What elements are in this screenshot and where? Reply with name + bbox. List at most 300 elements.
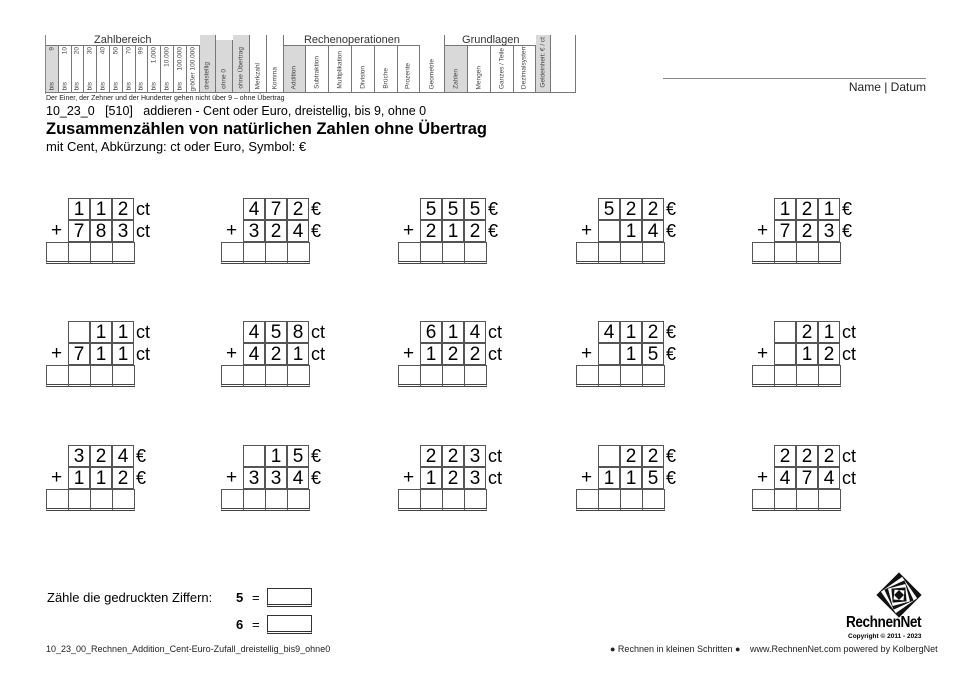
digit-cell-a: 2 [620, 198, 642, 220]
digit-cell-a: 2 [796, 321, 818, 343]
result-cell[interactable] [774, 365, 797, 387]
result-cell[interactable] [598, 489, 621, 511]
result-cell[interactable] [46, 242, 69, 264]
count-digit-6: 6 [236, 617, 244, 632]
zahlbereich-col-value: 10.000 [163, 47, 171, 67]
zahlbereich-col [161, 45, 174, 93]
result-cell[interactable] [642, 365, 665, 387]
result-cell[interactable] [243, 365, 266, 387]
digit-cell-a: 5 [464, 198, 486, 220]
zahlbereich-col-prefix: bis [86, 81, 94, 90]
zahlbereich-col-value: 50 [112, 47, 120, 55]
grundlagen-col-label: Mengen [475, 65, 483, 89]
digit-cell-b: 4 [642, 220, 664, 242]
digit-cell-a: 1 [818, 198, 840, 220]
digit-cell-a: 3 [68, 445, 90, 467]
zahlbereich-col [187, 45, 200, 93]
result-cell[interactable] [287, 365, 310, 387]
result-cell[interactable] [598, 242, 621, 264]
digit-cell-a: 4 [464, 321, 486, 343]
result-cell[interactable] [420, 242, 443, 264]
unit-label: € [311, 221, 322, 241]
digit-cell-b: 3 [243, 220, 265, 242]
result-cell[interactable] [221, 242, 244, 264]
unit-label: ct [842, 322, 857, 342]
digit-cell-a: 1 [112, 321, 134, 343]
result-cell[interactable] [620, 489, 643, 511]
option-col-label: Merkzahl [254, 62, 262, 89]
zahlbereich-col-value: 70 [125, 47, 133, 55]
name-datum-label: Name | Datum [848, 80, 926, 94]
digit-cell-b: 2 [796, 220, 818, 242]
plus-sign: + [581, 467, 593, 488]
result-cell[interactable] [774, 489, 797, 511]
rechenop-col-label: Addition [290, 65, 298, 89]
digit-cell-b: 2 [464, 220, 486, 242]
zahlbereich-col [72, 45, 85, 93]
grundlagen-col-label: Zahlen [452, 69, 460, 89]
digit-cell-a: 1 [620, 321, 642, 343]
digit-cell-a [774, 321, 796, 343]
unit-label: € [842, 221, 853, 241]
result-cell[interactable] [265, 365, 288, 387]
unit-label: ct [488, 468, 503, 488]
result-cell[interactable] [398, 489, 421, 511]
plus-sign: + [226, 343, 238, 364]
zahlbereich-col-prefix: bis [150, 81, 158, 90]
zahlbereich-col-prefix: bis [99, 81, 107, 90]
brand-name: RechnenNet [846, 614, 922, 631]
result-cell[interactable] [90, 365, 113, 387]
result-cell[interactable] [221, 365, 244, 387]
option-col [200, 35, 217, 93]
plus-sign: + [757, 467, 769, 488]
option-col [233, 35, 250, 93]
unit-label: € [666, 446, 677, 466]
zahlbereich-col-prefix: bis [176, 81, 184, 90]
grundlagen-col-label: Dezimalsystem [520, 44, 528, 89]
problem [46, 198, 176, 273]
result-cell[interactable] [265, 489, 288, 511]
footer-slogan: ● Rechnen in kleinen Schritten ● [610, 644, 741, 654]
zahlbereich-col [84, 45, 97, 93]
problem [398, 198, 528, 273]
plus-sign: + [403, 343, 415, 364]
unit-label: ct [136, 344, 151, 364]
result-cell[interactable] [442, 365, 465, 387]
unit-label: € [488, 199, 499, 219]
unit-label: ct [488, 322, 503, 342]
problem [576, 198, 706, 273]
result-cell[interactable] [620, 365, 643, 387]
result-cell[interactable] [90, 489, 113, 511]
result-cell[interactable] [112, 242, 135, 264]
digit-cell-a: 4 [598, 321, 620, 343]
result-cell[interactable] [620, 242, 643, 264]
rechenop-col [284, 45, 307, 93]
result-cell[interactable] [46, 489, 69, 511]
problem [46, 445, 176, 520]
unit-label: € [666, 199, 677, 219]
digit-cell-a: 1 [90, 198, 112, 220]
digit-cell-b [598, 343, 620, 365]
plus-sign: + [51, 220, 63, 241]
grundlagen-col [445, 45, 468, 93]
digit-cell-a: 2 [287, 198, 309, 220]
digit-cell-a: 5 [265, 321, 287, 343]
digit-cell-a: 2 [90, 445, 112, 467]
digit-cell-b: 7 [774, 220, 796, 242]
option-col-label: Komma [271, 66, 279, 89]
unit-label: ct [842, 468, 857, 488]
grundlagen-col [491, 45, 514, 93]
unit-label: € [666, 221, 677, 241]
digit-cell-b: 1 [442, 220, 464, 242]
unit-label: € [842, 199, 853, 219]
problem [221, 321, 351, 396]
unit-label: € [136, 446, 147, 466]
unit-label: ct [136, 221, 151, 241]
unit-label: ct [488, 344, 503, 364]
digit-cell-a [68, 321, 90, 343]
zahlbereich-col-prefix: bis [112, 81, 120, 90]
unit-label: € [136, 468, 147, 488]
result-cell[interactable] [46, 365, 69, 387]
digit-cell-a: 4 [243, 321, 265, 343]
digit-cell-a: 2 [796, 198, 818, 220]
zahlbereich-col-value: 9 [48, 47, 56, 51]
digit-cell-b [774, 343, 796, 365]
option-col [216, 40, 233, 93]
digit-cell-a: 5 [442, 198, 464, 220]
result-cell[interactable] [265, 242, 288, 264]
option-col [250, 35, 267, 93]
footer-filename: 10_23_00_Rechnen_Addition_Cent-Euro-Zufall_dreistellig_bis9_ohne0 [46, 644, 331, 654]
unit-label: € [311, 446, 322, 466]
code-line: 10_23_0 [510] addieren - Cent oder Euro, dreistellig, bis 9, ohne 0 [46, 104, 427, 118]
result-cell[interactable] [774, 242, 797, 264]
digit-cell-a: 2 [642, 321, 664, 343]
result-cell[interactable] [752, 365, 775, 387]
zahlbereich-col-prefix: bis [73, 81, 81, 90]
result-cell[interactable] [576, 365, 599, 387]
count-answer-6-box[interactable] [267, 615, 312, 634]
rechenop-col-label: Prozente [404, 62, 412, 89]
digit-cell-b: 2 [265, 220, 287, 242]
option-col [267, 35, 284, 93]
problem [752, 445, 882, 520]
count-answer-5-box[interactable] [267, 588, 312, 607]
unit-label: € [666, 468, 677, 488]
digit-cell-b: 8 [90, 220, 112, 242]
result-cell[interactable] [287, 489, 310, 511]
problem [221, 445, 351, 520]
zahlbereich-col-prefix: bis [48, 81, 56, 90]
unit-label: ct [842, 446, 857, 466]
result-cell[interactable] [68, 489, 91, 511]
result-cell[interactable] [464, 242, 487, 264]
count-eq-5: = [252, 590, 260, 605]
zahlbereich-col-prefix: bis [125, 81, 133, 90]
category-table [45, 34, 547, 94]
grundlagen-col [514, 45, 537, 93]
digit-cell-a: 1 [90, 321, 112, 343]
digit-cell-b: 4 [243, 343, 265, 365]
digit-cell-b: 1 [620, 343, 642, 365]
result-cell[interactable] [642, 489, 665, 511]
rechenop-col [306, 45, 329, 93]
unit-label: ct [842, 344, 857, 364]
result-cell[interactable] [818, 489, 841, 511]
result-cell[interactable] [287, 242, 310, 264]
geometrie-col [420, 35, 445, 93]
result-cell[interactable] [752, 242, 775, 264]
digit-cell-a: 5 [420, 198, 442, 220]
digit-cell-b: 2 [420, 220, 442, 242]
plus-sign: + [403, 220, 415, 241]
digit-cell-a: 1 [774, 198, 796, 220]
digit-cell-a: 6 [420, 321, 442, 343]
rechenop-col [398, 45, 421, 93]
zahlbereich-col-value: 40 [99, 47, 107, 55]
result-cell[interactable] [442, 242, 465, 264]
digit-cell-a: 2 [642, 198, 664, 220]
digit-cell-b: 1 [598, 467, 620, 489]
digit-cell-a: 2 [796, 445, 818, 467]
rechenop-col-label: Subtraktion [313, 56, 321, 89]
problem [752, 321, 882, 396]
digit-cell-b: 3 [265, 467, 287, 489]
problem [398, 445, 528, 520]
zahlbereich-col-value: 99 [137, 47, 145, 55]
option-col-label: ohne Übertrag [237, 47, 245, 89]
unit-label: ct [136, 322, 151, 342]
digit-cell-a: 4 [112, 445, 134, 467]
group-rechenoperationen: Rechenoperationen [284, 35, 421, 46]
page-subtitle: mit Cent, Abkürzung: ct oder Euro, Symbol: € [46, 139, 307, 154]
digit-cell-b: 5 [642, 343, 664, 365]
grundlagen-col [468, 45, 491, 93]
unit-label: € [666, 322, 677, 342]
digit-cell-b: 2 [442, 343, 464, 365]
unit-label: € [666, 344, 677, 364]
zahlbereich-col [148, 45, 161, 93]
zahlbereich-col [136, 45, 149, 93]
result-cell[interactable] [398, 242, 421, 264]
empty-col [551, 35, 576, 93]
zahlbereich-col [123, 45, 136, 93]
zahlbereich-col-value: 10 [61, 47, 69, 55]
digit-cell-a: 5 [287, 445, 309, 467]
digit-cell-a: 3 [464, 445, 486, 467]
unit-label: ct [311, 344, 326, 364]
digit-cell-b: 1 [68, 467, 90, 489]
result-cell[interactable] [464, 489, 487, 511]
group-zahlbereich: Zahlbereich [46, 35, 200, 46]
zahlbereich-col-prefix: bis [163, 81, 171, 90]
count-eq-6: = [252, 617, 260, 632]
hint-text: Der Einer, der Zehner und der Hunderter gehen nicht über 9 – ohne Übertrag [46, 95, 285, 102]
result-cell[interactable] [796, 365, 819, 387]
option-col-label: dreistellig [203, 61, 211, 89]
plus-sign: + [581, 343, 593, 364]
result-cell[interactable] [68, 242, 91, 264]
footer-site: www.RechnenNet.com powered by KolbergNet [750, 644, 938, 654]
digit-cell-b: 7 [68, 220, 90, 242]
digit-cell-b: 2 [442, 467, 464, 489]
result-cell[interactable] [112, 365, 135, 387]
digit-cell-a: 2 [442, 445, 464, 467]
geometrie-label: Geometrie [428, 58, 436, 89]
problem [576, 445, 706, 520]
result-cell[interactable] [112, 489, 135, 511]
digit-cell-b: 1 [90, 467, 112, 489]
digit-cell-b: 7 [796, 467, 818, 489]
digit-cell-b: 5 [642, 467, 664, 489]
result-cell[interactable] [398, 365, 421, 387]
digit-cell-b: 2 [112, 467, 134, 489]
plus-sign: + [757, 220, 769, 241]
plus-sign: + [757, 343, 769, 364]
digit-cell-a: 5 [598, 198, 620, 220]
result-cell[interactable] [752, 489, 775, 511]
rechenop-col-label: Multiplikation [336, 51, 344, 89]
plus-sign: + [226, 467, 238, 488]
digit-cell-b: 1 [90, 343, 112, 365]
zahlbereich-col-value: 20 [73, 47, 81, 55]
name-line [663, 78, 926, 79]
rechenop-col-label: Brüche [382, 68, 390, 89]
problem [752, 198, 882, 273]
rechenop-col [329, 45, 352, 93]
problem [398, 321, 528, 396]
result-cell[interactable] [243, 242, 266, 264]
digit-cell-b: 1 [112, 343, 134, 365]
zahlbereich-col-value: größer 100.000 [189, 47, 197, 92]
page-title: Zusammenzählen von natürlichen Zahlen ohne Übertrag [46, 120, 487, 138]
digit-cell-a: 8 [287, 321, 309, 343]
problem [576, 321, 706, 396]
digit-cell-b: 1 [620, 467, 642, 489]
rechenop-col [352, 45, 375, 93]
result-cell[interactable] [796, 489, 819, 511]
result-cell[interactable] [420, 489, 443, 511]
result-cell[interactable] [221, 489, 244, 511]
zahlbereich-col [174, 45, 187, 93]
digit-cell-a: 2 [642, 445, 664, 467]
digit-cell-b: 1 [420, 467, 442, 489]
digit-cell-b: 1 [796, 343, 818, 365]
digit-cell-b: 2 [464, 343, 486, 365]
unit-label: € [311, 468, 322, 488]
digit-cell-a: 7 [265, 198, 287, 220]
result-cell[interactable] [464, 365, 487, 387]
result-cell[interactable] [68, 365, 91, 387]
result-cell[interactable] [420, 365, 443, 387]
plus-sign: + [51, 467, 63, 488]
copyright: Copyright © 2011 - 2023 [848, 633, 922, 640]
problem [221, 198, 351, 273]
group-grundlagen: Grundlagen [445, 35, 536, 46]
result-cell[interactable] [598, 365, 621, 387]
result-cell[interactable] [442, 489, 465, 511]
digit-cell-b: 4 [818, 467, 840, 489]
problem [46, 321, 176, 396]
count-digit-5: 5 [236, 590, 244, 605]
unit-label: € [488, 221, 499, 241]
result-cell[interactable] [576, 489, 599, 511]
digit-cell-b: 2 [265, 343, 287, 365]
digit-cell-b: 1 [420, 343, 442, 365]
unit-label: ct [311, 322, 326, 342]
result-cell[interactable] [90, 242, 113, 264]
zahlbereich-col-value: 30 [86, 47, 94, 55]
digit-cell-b [598, 220, 620, 242]
unit-label: ct [488, 446, 503, 466]
rechenop-col-label: Division [359, 66, 367, 89]
digit-cell-a: 2 [818, 445, 840, 467]
digit-cell-b: 4 [287, 220, 309, 242]
digit-cell-a: 2 [112, 198, 134, 220]
digit-cell-b: 1 [287, 343, 309, 365]
geldeinheit-col [536, 35, 551, 93]
zahlbereich-col-prefix: bis [137, 81, 145, 90]
zahlbereich-col-value: 100.000 [176, 47, 184, 71]
digit-cell-b: 4 [287, 467, 309, 489]
digit-cell-a: 2 [620, 445, 642, 467]
zahlbereich-col [59, 45, 72, 93]
result-cell[interactable] [818, 242, 841, 264]
option-col-label: ohne 0 [220, 69, 228, 89]
digit-cell-b: 3 [818, 220, 840, 242]
digit-cell-a [243, 445, 265, 467]
rechenop-col [375, 45, 398, 93]
zahlbereich-col [97, 45, 110, 93]
result-cell[interactable] [796, 242, 819, 264]
zahlbereich-col-prefix: bis [61, 81, 69, 90]
plus-sign: + [581, 220, 593, 241]
digit-cell-a: 2 [774, 445, 796, 467]
unit-label: ct [136, 199, 151, 219]
digit-cell-a: 1 [68, 198, 90, 220]
plus-sign: + [403, 467, 415, 488]
digit-cell-b: 4 [774, 467, 796, 489]
digit-cell-a: 1 [442, 321, 464, 343]
digit-cell-b: 7 [68, 343, 90, 365]
grundlagen-col-label: Ganzes / Teile [498, 47, 506, 89]
digit-cell-a [598, 445, 620, 467]
result-cell[interactable] [642, 242, 665, 264]
digit-cell-a: 2 [420, 445, 442, 467]
zahlbereich-col [46, 45, 59, 93]
result-cell[interactable] [576, 242, 599, 264]
count-label: Zähle die gedruckten Ziffern: [47, 590, 213, 605]
result-cell[interactable] [243, 489, 266, 511]
digit-cell-b: 3 [243, 467, 265, 489]
geldeinheit-label: Geldeinheit: € / ct [539, 37, 547, 88]
plus-sign: + [51, 343, 63, 364]
zahlbereich-col [110, 45, 123, 93]
result-cell[interactable] [818, 365, 841, 387]
rechnennet-logo-icon [876, 572, 922, 618]
unit-label: € [311, 199, 322, 219]
digit-cell-a: 1 [818, 321, 840, 343]
zahlbereich-col-value: 1.000 [150, 47, 158, 64]
digit-cell-b: 1 [620, 220, 642, 242]
plus-sign: + [226, 220, 238, 241]
digit-cell-b: 3 [112, 220, 134, 242]
digit-cell-a: 4 [243, 198, 265, 220]
